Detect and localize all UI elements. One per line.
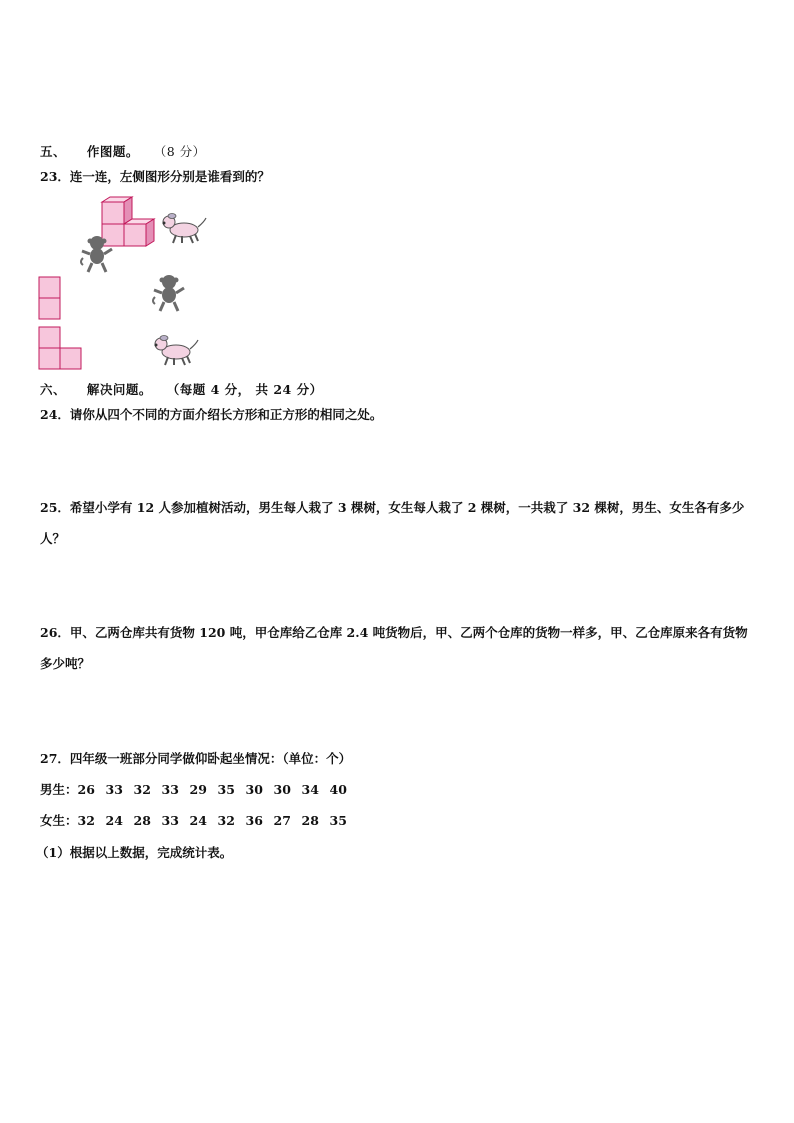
section-5-label: 五、 (40, 144, 67, 159)
monkey-icon (151, 273, 187, 313)
boys-data-row (40, 780, 358, 798)
question-27-part-1: （1）根据以上数据，完成统计表。 (36, 845, 233, 860)
section-5-title: 作图题。 (86, 144, 139, 159)
girls-value: 33 (161, 813, 179, 828)
section-5-header (40, 142, 206, 160)
girls-value: 35 (329, 813, 347, 828)
girls-value: 24 (189, 813, 207, 828)
girls-value: 36 (245, 813, 263, 828)
girls-value: 27 (273, 813, 291, 828)
dog-icon (160, 210, 208, 246)
boys-value: 30 (273, 782, 291, 797)
section-6-title: 解决问题。 (86, 382, 152, 397)
boys-value: 32 (133, 782, 151, 797)
dog-icon (152, 332, 200, 368)
question-25: 25．希望小学有 12 人参加植树活动，男生每人栽了 3 棵树，女生每人栽了 2 棵树，一共栽了 32 棵树，男生、女生各有多少人？ (40, 500, 745, 546)
boys-value: 30 (245, 782, 263, 797)
girls-value: 32 (77, 813, 95, 828)
girls-value: 28 (133, 813, 151, 828)
girls-data-row (40, 811, 358, 829)
section-6-header (40, 380, 323, 398)
question-23: 23．连一连，左侧图形分别是谁看到的？ (40, 169, 270, 184)
monkey-icon (79, 234, 115, 274)
boys-value: 33 (105, 782, 123, 797)
section-6-score: （每题 4 分， 共 24 分） (166, 382, 323, 397)
boys-value: 26 (77, 782, 95, 797)
boys-value: 35 (217, 782, 235, 797)
girls-label: 女生： (40, 813, 78, 828)
view-two-stacked-squares (38, 276, 62, 320)
section-6-label: 六、 (40, 382, 67, 397)
question-24: 24．请你从四个不同的方面介绍长方形和正方形的相同之处。 (40, 407, 383, 422)
view-l-shape (38, 326, 84, 370)
girls-value: 32 (217, 813, 235, 828)
boys-label: 男生： (40, 782, 78, 797)
question-26: 26．甲、乙两仓库共有货物 120 吨，甲仓库给乙仓库 2.4 吨货物后，甲、乙两个仓库的货物一样多，甲、乙仓库原来各有货物多少吨？ (40, 625, 748, 671)
boys-value: 33 (161, 782, 179, 797)
boys-value: 29 (189, 782, 207, 797)
section-5-score: （8 分） (153, 144, 206, 159)
question-27: 27．四年级一班部分同学做仰卧起坐情况：（单位：个） (40, 751, 352, 766)
girls-value: 28 (301, 813, 319, 828)
boys-value: 34 (301, 782, 319, 797)
boys-value: 40 (329, 782, 347, 797)
girls-value: 24 (105, 813, 123, 828)
